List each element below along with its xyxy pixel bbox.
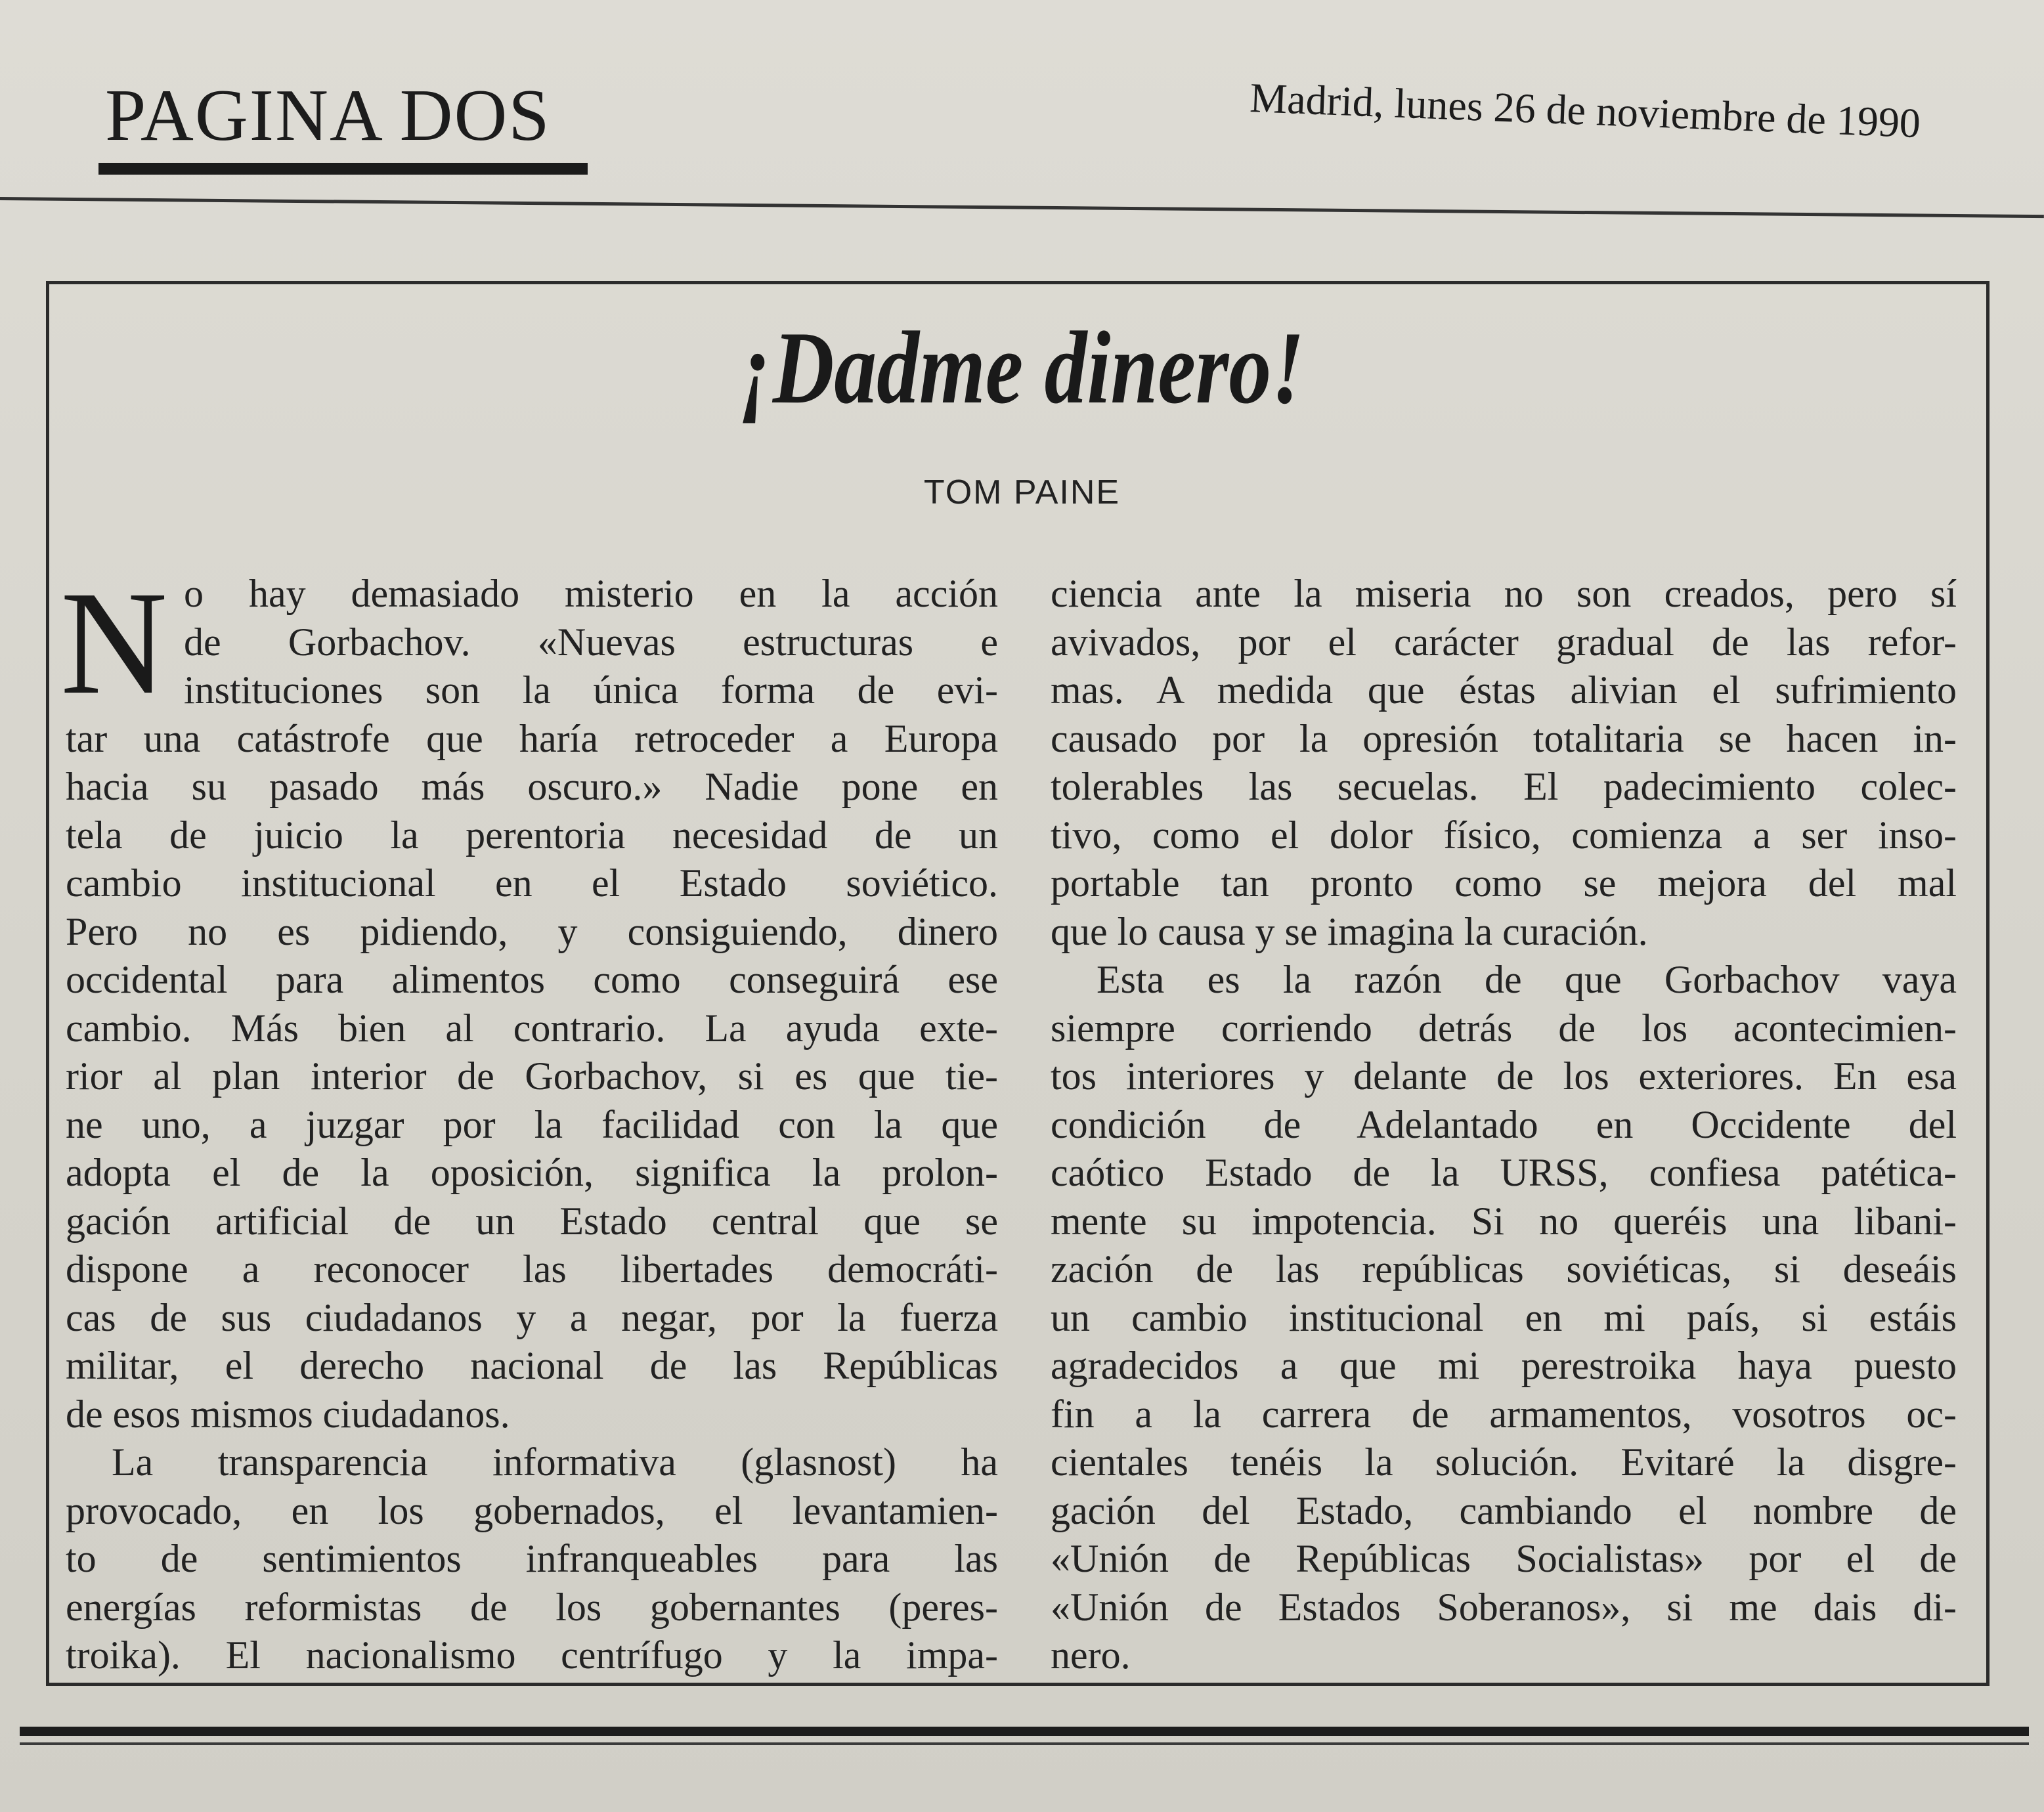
text-line: instituciones son la única forma de evi-: [184, 668, 998, 712]
text-line: mas. A medida que éstas alivian el sufrimiento: [1051, 668, 1957, 712]
text-line: tar una catástrofe que haría retroceder a Europa: [66, 716, 998, 760]
text-line: de Gorbachov. «Nuevas estructuras e: [184, 620, 998, 664]
text-line: cambio. Más bien al contrario. La ayuda exte-: [66, 1006, 998, 1050]
text-line: «Unión de Estados Soberanos», si me dais di-: [1051, 1585, 1957, 1629]
text-line: de esos mismos ciudadanos.: [66, 1392, 510, 1436]
text-line: tos interiores y delante de los exteriores. En esa: [1051, 1054, 1957, 1098]
text-line: La transparencia informativa (glasnost) ha: [112, 1440, 998, 1484]
left-column: [60, 561, 998, 1680]
text-line: siempre corriendo detrás de los acontecimien-: [1051, 1006, 1957, 1050]
text-line: un cambio institucional en mi país, si estáis: [1051, 1295, 1957, 1339]
text-line: causado por la opresión totalitaria se hacen in-: [1051, 716, 1957, 760]
text-line: portable tan pronto como se mejora del mal: [1051, 861, 1957, 905]
right-column: [1051, 570, 1957, 1680]
section-title: PAGINA DOS: [105, 75, 551, 156]
text-line: cambio institucional en el Estado soviético.: [66, 861, 998, 905]
text-line: energías reformistas de los gobernantes (peres-: [66, 1585, 998, 1629]
text-line: militar, el derecho nacional de las Repúblicas: [66, 1344, 998, 1387]
headline: ¡Dadme dinero!: [739, 311, 1305, 425]
text-line: dispone a reconocer las libertades democráti-: [66, 1247, 998, 1291]
byline: TOM PAINE: [923, 473, 1121, 511]
page-header: [0, 0, 2044, 217]
text-line: Esta es la razón de que Gorbachov vaya: [1097, 958, 1957, 1001]
text-line: adopta el de la oposición, significa la prolon-: [66, 1151, 998, 1194]
text-line: nero.: [1051, 1633, 1131, 1677]
text-line: ne uno, a juzgar por la facilidad con la que: [66, 1102, 998, 1146]
text-line: agradecidos a que mi perestroika haya puesto: [1051, 1344, 1957, 1387]
bottom-rule-thin: [20, 1742, 2029, 1745]
text-line: o hay demasiado misterio en la acción: [184, 572, 998, 615]
text-line: cientales tenéis la solución. Evitaré la disgre-: [1051, 1440, 1957, 1484]
header-rule: [0, 197, 2044, 218]
dateline: Madrid, lunes 26 de noviembre de 1990: [1249, 74, 1922, 147]
text-line: tela de juicio la perentoria necesidad de un: [66, 813, 998, 857]
text-line: to de sentimientos infranqueables para las: [66, 1537, 998, 1580]
text-line: zación de las repúblicas soviéticas, si deseáis: [1051, 1247, 1957, 1291]
bottom-rule: [20, 1727, 2029, 1736]
text-line: gación artificial de un Estado central que se: [66, 1199, 998, 1243]
text-line: cas de sus ciudadanos y a negar, por la fuerza: [66, 1295, 998, 1339]
text-line: condición de Adelantado en Occidente del: [1051, 1102, 1957, 1146]
text-line: tolerables las secuelas. El padecimiento colec-: [1051, 765, 1957, 808]
text-line: «Unión de Repúblicas Socialistas» por el de: [1051, 1537, 1957, 1580]
text-line: mente su impotencia. Si no queréis una libani-: [1051, 1199, 1957, 1243]
text-line: tivo, como el dolor físico, comienza a ser inso-: [1051, 813, 1957, 857]
text-line: avivados, por el carácter gradual de las refor-: [1051, 620, 1957, 664]
text-line: occidental para alimentos como conseguirá ese: [66, 958, 998, 1001]
section-underline: [98, 163, 588, 175]
text-line: gación del Estado, cambiando el nombre de: [1051, 1488, 1957, 1532]
text-line: caótico Estado de la URSS, confiesa patética-: [1051, 1151, 1957, 1194]
text-line: Pero no es pidiendo, y consiguiendo, dinero: [66, 909, 998, 953]
text-line: que lo causa y se imagina la curación.: [1051, 909, 1648, 953]
text-line: hacia su pasado más oscuro.» Nadie pone en: [66, 765, 998, 808]
text-line: troika). El nacionalismo centrífugo y la impa-: [66, 1633, 998, 1677]
drop-cap: N: [60, 561, 168, 725]
text-line: rior al plan interior de Gorbachov, si es que tie-: [66, 1054, 998, 1098]
text-line: fin a la carrera de armamentos, vosotros oc-: [1051, 1392, 1957, 1436]
text-line: provocado, en los gobernados, el levantamien-: [66, 1488, 998, 1532]
text-line: ciencia ante la miseria no son creados, pero sí: [1051, 572, 1957, 615]
